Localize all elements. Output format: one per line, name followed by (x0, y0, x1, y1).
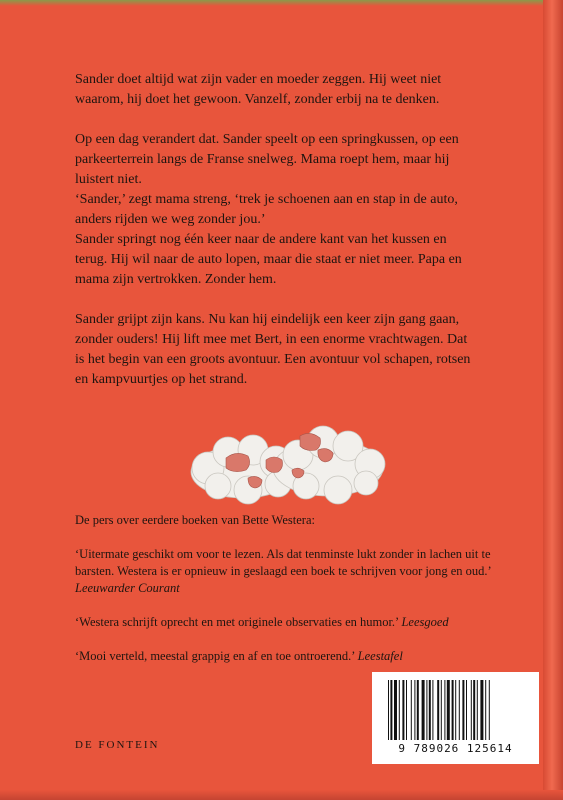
blurb-text (75, 70, 475, 410)
barcode-bar (466, 680, 467, 740)
barcode-bar (402, 680, 404, 740)
barcode-bar (437, 680, 439, 740)
sheep-icon (188, 420, 388, 505)
barcode-bar (452, 680, 454, 740)
press-heading: De pers over eerdere boeken van Bette Westera: (75, 513, 315, 527)
quote-source: Leeuwarder Courant (75, 581, 180, 595)
quote-text: ‘Westera schrijft oprecht en met originele observaties en humor.’ (75, 615, 399, 629)
barcode-bar (406, 680, 407, 740)
quote-text: ‘Uitermate geschikt om voor te lezen. Als dat tenminste lukt zonder in lachen uit te barsten. Westera is er opnieuw in geslaagd een boek te schrijven voor jong en oud.’ (75, 547, 491, 578)
barcode-bar (429, 680, 431, 740)
blurb-paragraph-2c: Sander springt nog één keer naar de andere kant van het kussen en terug. Hij wil naar de auto lopen, maar die staat er niet meer. Papa en mama zijn vertrokken. Zonder hem. (75, 232, 462, 287)
barcode-bar (426, 680, 427, 740)
barcode-bar (471, 680, 472, 740)
barcode-bar (414, 680, 415, 740)
barcode-bar (485, 680, 486, 740)
isbn-number: 9 789026 125614 (398, 742, 513, 755)
barcode-bar (411, 680, 412, 740)
barcode-bar (489, 680, 490, 740)
barcode-bar (422, 680, 425, 740)
barcode-bar (462, 680, 464, 740)
barcode-bar (480, 680, 483, 740)
press-quote-2 (75, 614, 495, 631)
blurb-paragraph-2b: ‘Sander,’ zegt mama streng, ‘trek je schoenen aan en stap in de auto, anders rijden we weg zonder jou.’ (75, 192, 458, 227)
quote-text: ‘Mooi verteld, meestal grappig en af en toe ontroerend.’ (75, 649, 355, 663)
barcode-bar (473, 680, 475, 740)
press-quote-1 (75, 546, 495, 597)
blurb-paragraph-1: Sander doet altijd wat zijn vader en moeder zeggen. Hij weet niet waarom, hij doet het gewoon. Vanzelf, zonder erbij na te denken. (75, 72, 442, 107)
barcode-bar (432, 680, 433, 740)
barcode-icon (388, 680, 523, 740)
barcode-bar (477, 680, 478, 740)
barcode-bar (399, 680, 400, 740)
barcode-bar (394, 680, 397, 740)
barcode-bar (390, 680, 392, 740)
blurb-paragraph-2a: Op een dag verandert dat. Sander speelt op een springkussen, op een parkeerterrein langs de Franse snelweg. Mama roept hem, maar hij luistert niet. (75, 132, 459, 187)
press-quote-3 (75, 648, 495, 665)
quote-source: Leesgoed (401, 615, 449, 629)
barcode-bar (447, 680, 450, 740)
top-edge (0, 0, 563, 6)
bottom-edge (0, 790, 563, 800)
press-quotes (75, 512, 495, 682)
barcode-bar (459, 680, 460, 740)
blurb-paragraph-3: Sander grijpt zijn kans. Nu kan hij eindelijk een keer zijn gang gaan, zonder ouders! Hij lift mee met Bert, in een enorme vrachtwagen. Dat is het begin van een groots avontuur. Een avontuur vol schapen, rotsen en kampvuurtjes op het strand. (75, 312, 471, 387)
barcode-bar (417, 680, 419, 740)
barcode-bar (441, 680, 442, 740)
spine-edge (543, 0, 563, 800)
barcode-bar (455, 680, 456, 740)
isbn-barcode (372, 672, 539, 764)
quote-source: Leestafel (357, 649, 403, 663)
barcode-bar (388, 680, 389, 740)
barcode-bar (444, 680, 445, 740)
publisher-name: DE FONTEIN (75, 739, 160, 751)
